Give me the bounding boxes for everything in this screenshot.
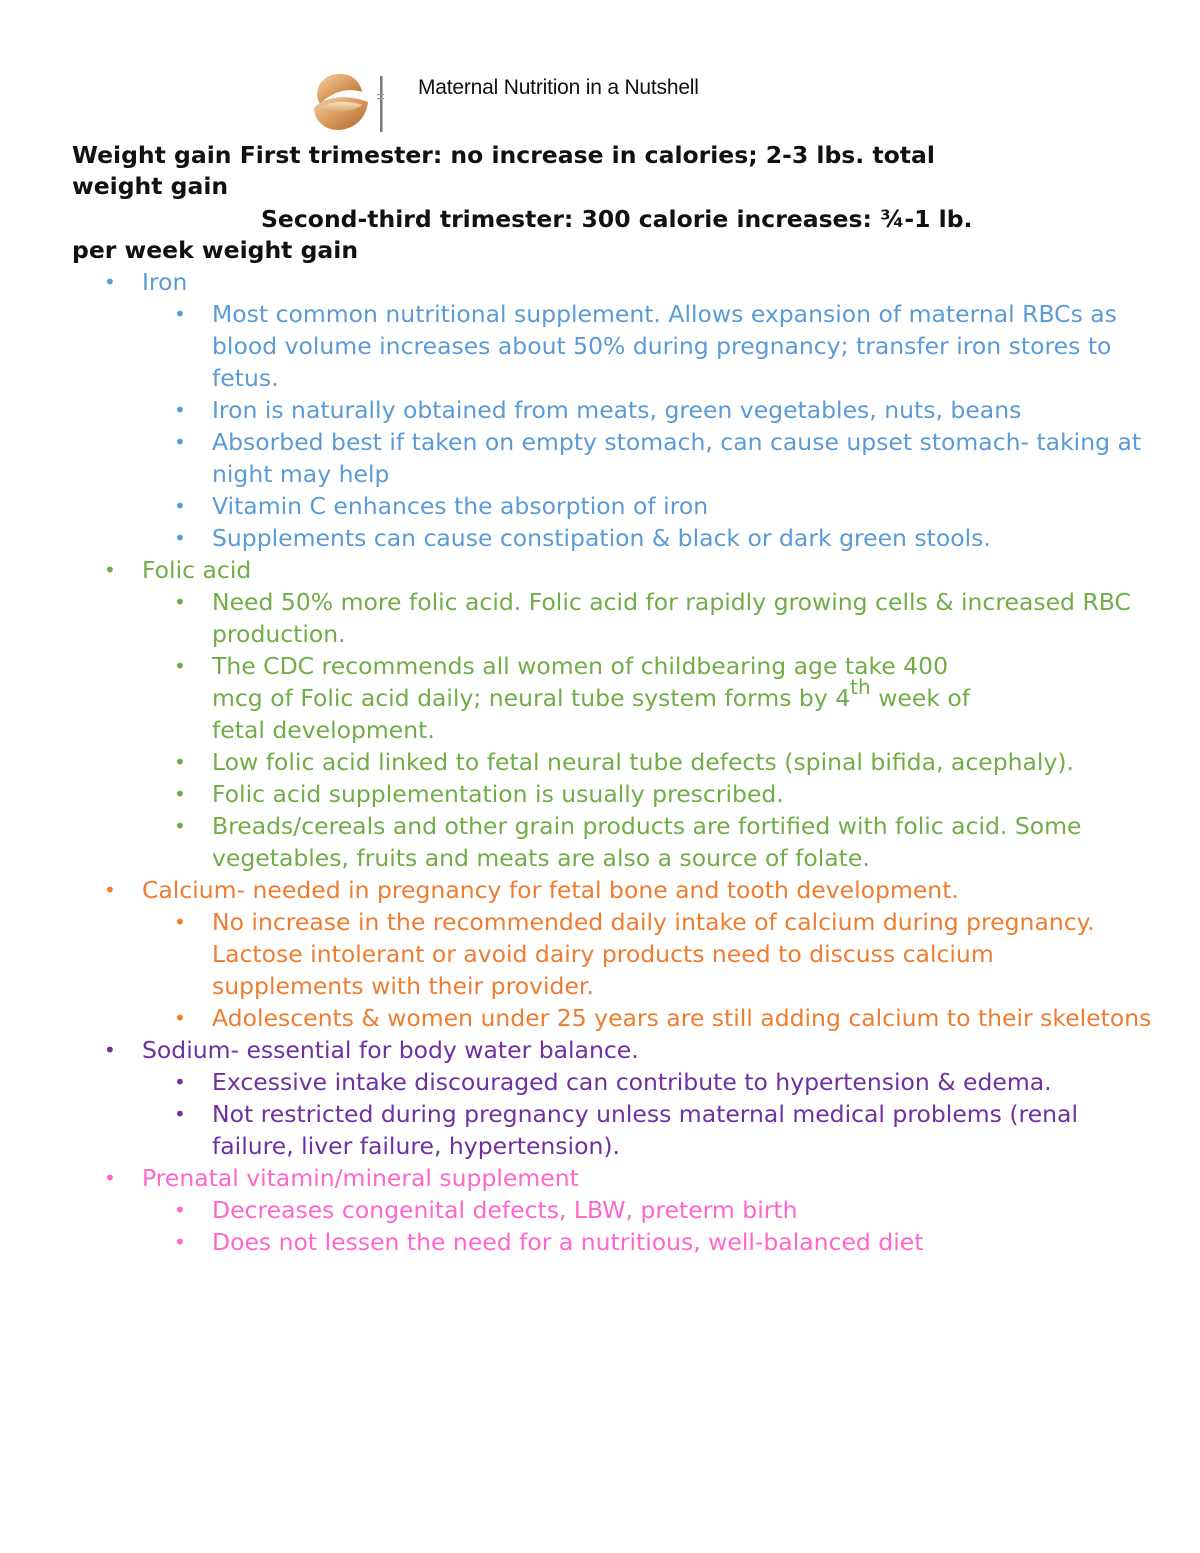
nutshell-icon (304, 70, 384, 136)
bullet-icon: • (104, 558, 116, 582)
list-item: • Folic acid supplementation is usually prescribed. (174, 780, 784, 808)
bullet-icon: • (174, 1198, 186, 1222)
section-iron (72, 266, 1152, 298)
bullet-icon: • (104, 1038, 116, 1062)
list-item: • Not restricted during pregnancy unless maternal medical problems (renal failure, liver failure, hypertension). (174, 1100, 1078, 1160)
nutrient-list (72, 266, 1152, 1258)
bullet-icon: • (174, 590, 186, 614)
bullet-icon: • (174, 1006, 186, 1030)
weight-gain-line-1: Weight gain First trimester: no increase in calories; 2-3 lbs. total (72, 141, 935, 169)
section-title: Prenatal vitamin/mineral supplement (142, 1164, 579, 1192)
bullet-icon: • (104, 878, 116, 902)
bullet-icon: • (174, 430, 186, 454)
list-item: • Breads/cereals and other grain products are fortified with folic acid. Some vegetables, fruits and meats are also a source of folate. (174, 812, 1082, 872)
section-title: Calcium- needed in pregnancy for fetal bone and tooth development. (142, 876, 959, 904)
list-item: • Excessive intake discouraged can contribute to hypertension & edema. (174, 1068, 1052, 1096)
bullet-icon: • (174, 1102, 186, 1126)
list-item: • Low folic acid linked to fetal neural tube defects (spinal bifida, acephaly). (174, 748, 1074, 776)
bullet-icon: • (174, 910, 186, 934)
section-calcium (72, 874, 1152, 906)
bullet-icon: • (174, 494, 186, 518)
weight-gain-line-4: per week weight gain (72, 236, 359, 264)
document-title: Maternal Nutrition in a Nutshell (418, 76, 699, 99)
list-item: • Need 50% more folic acid. Folic acid for rapidly growing cells & increased RBC production. (174, 588, 1131, 648)
list-item: • Does not lessen the need for a nutritious, well-balanced diet (174, 1228, 924, 1256)
list-item: • Iron is naturally obtained from meats, green vegetables, nuts, beans (174, 396, 1022, 424)
section-title: Folic acid (142, 556, 252, 584)
list-item: • No increase in the recommended daily intake of calcium during pregnancy. Lactose intolerant or avoid dairy products need to discuss calcium supplements with their provider. (174, 908, 1095, 1000)
bullet-icon: • (174, 782, 186, 806)
bullet-icon: • (174, 750, 186, 774)
bullet-icon: • (174, 814, 186, 838)
section-title: Iron (142, 268, 188, 296)
section-sodium (72, 1034, 1152, 1066)
bullet-icon: • (174, 398, 186, 422)
section-title: Sodium- essential for body water balance. (142, 1036, 639, 1064)
list-item: • Adolescents & women under 25 years are still adding calcium to their skeletons (174, 1004, 1152, 1032)
section-prenatal (72, 1162, 1152, 1194)
list-item: • The CDC recommends all women of childbearing age take 400 mcg of Folic acid daily; neural tube system forms by 4th week of fetal development. (174, 652, 971, 744)
weight-gain-line-2: weight gain (72, 172, 229, 200)
bullet-icon: • (174, 1230, 186, 1254)
header (300, 70, 900, 140)
bullet-icon: • (104, 270, 116, 294)
weight-gain-block (72, 140, 1132, 266)
bullet-icon: • (174, 526, 186, 550)
list-item: • Absorbed best if taken on empty stomach, can cause upset stomach- taking at night may help (174, 428, 1142, 488)
bullet-icon: • (104, 1166, 116, 1190)
list-item: • Most common nutritional supplement. Allows expansion of maternal RBCs as blood volume increases about 50% during pregnancy; transfer iron stores to fetus. (174, 300, 1117, 392)
list-item: • Supplements can cause constipation & black or dark green stools. (174, 524, 991, 552)
list-item: • Vitamin C enhances the absorption of iron (174, 492, 709, 520)
list-item: • Decreases congenital defects, LBW, preterm birth (174, 1196, 798, 1224)
section-folic-acid (72, 554, 1152, 586)
bullet-icon: • (174, 302, 186, 326)
bullet-icon: • (174, 1070, 186, 1094)
weight-gain-line-3: Second-third trimester: 300 calorie increases: ¾-1 lb. (261, 205, 973, 233)
bullet-icon: • (174, 654, 186, 678)
